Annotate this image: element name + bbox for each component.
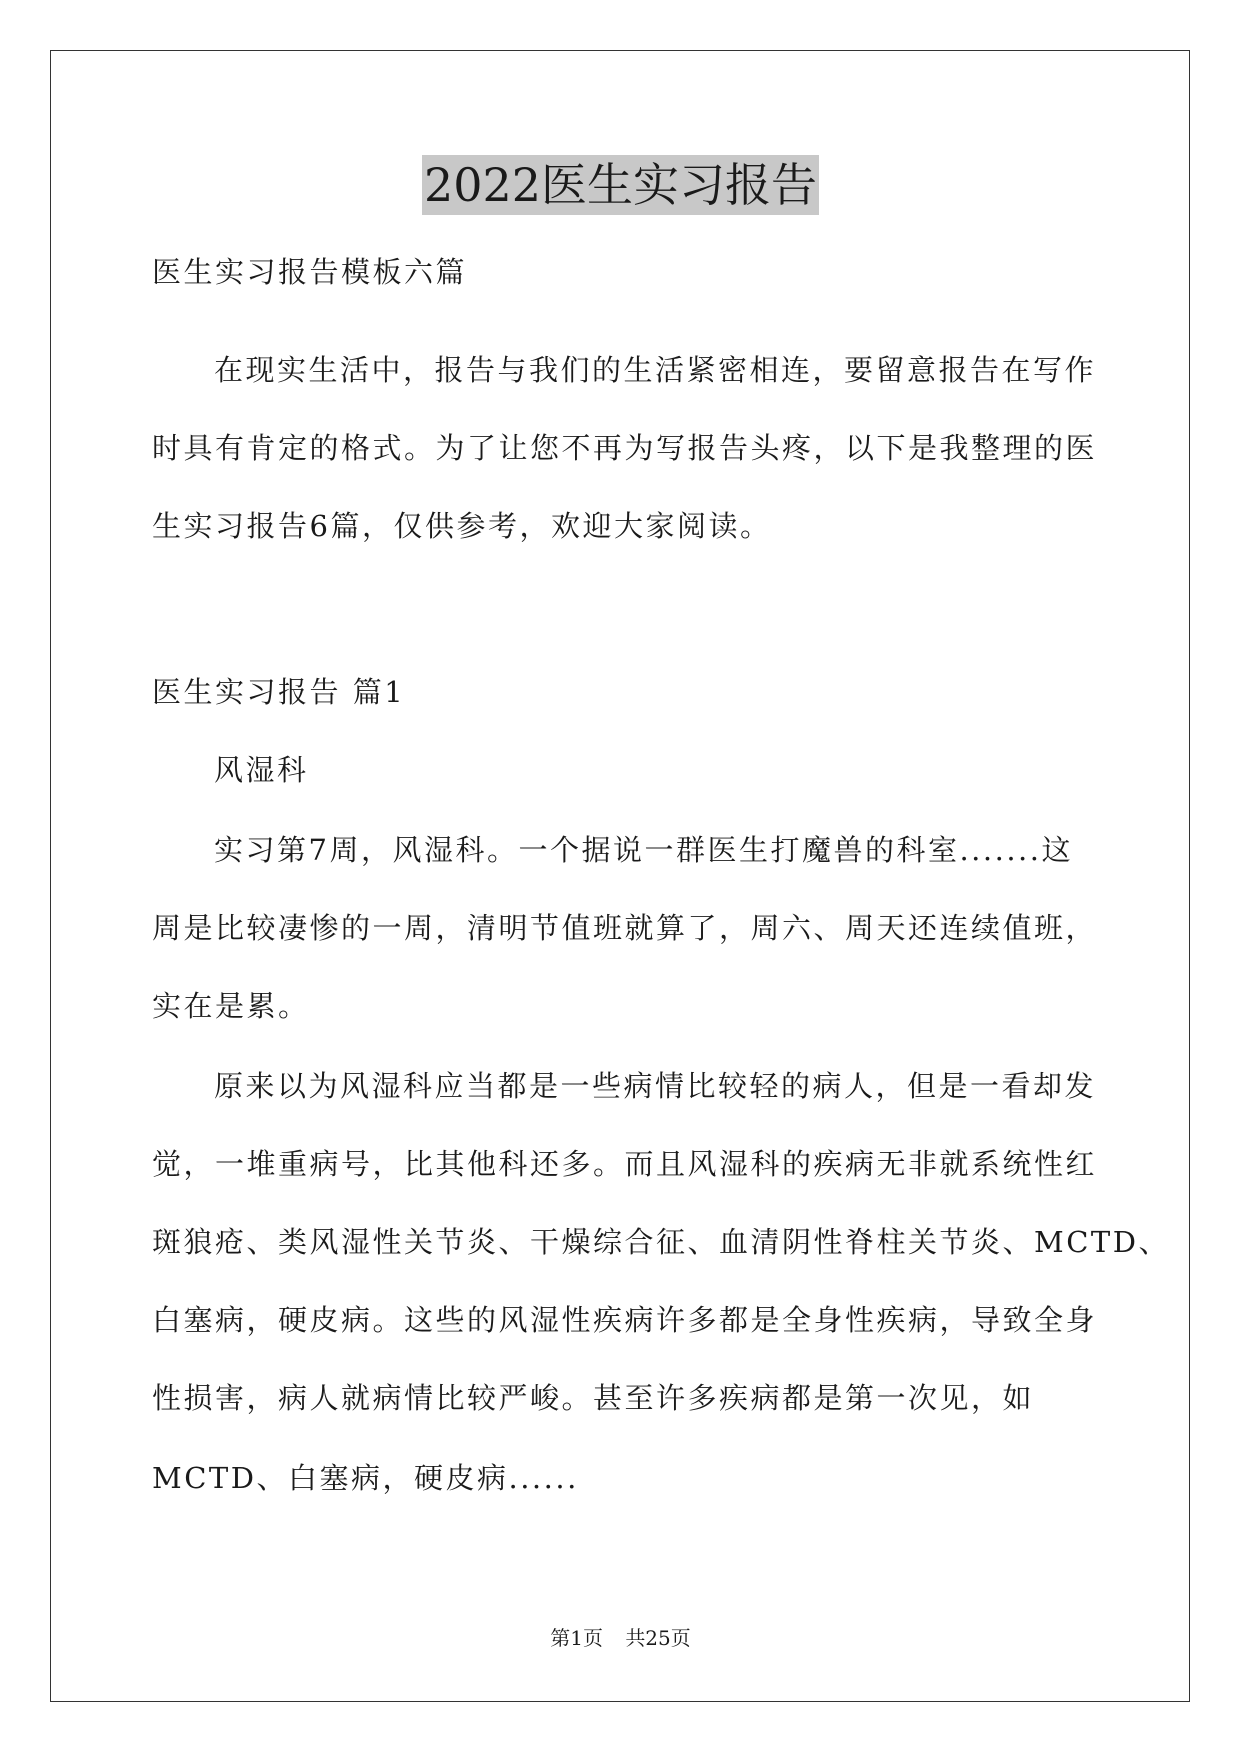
title-container — [0, 155, 1241, 215]
paragraph-line: 生实习报告6篇，仅供参考，欢迎大家阅读。 — [152, 509, 772, 543]
paragraph-line: 白塞病，硬皮病。这些的风湿性疾病许多都是全身性疾病，导致全身 — [152, 1303, 1098, 1337]
paragraph-line: 实习第7周，风湿科。一个据说一群医生打魔兽的科室.......这 — [214, 833, 1073, 867]
paragraph-line: MCTD、白塞病，硬皮病...... — [152, 1461, 579, 1495]
paragraph-line: 在现实生活中，报告与我们的生活紧密相连，要留意报告在写作 — [214, 353, 1097, 387]
page-total: 共25页 — [625, 1626, 691, 1650]
subtitle-line: 医生实习报告模板六篇 — [152, 255, 468, 289]
paragraph-line: 周是比较凄惨的一周，清明节值班就算了，周六、周天还连续值班， — [152, 911, 1098, 945]
paragraph-line: 时具有肯定的格式。为了让您不再为写报告头疼，以下是我整理的医 — [152, 431, 1098, 465]
paragraph-line: 性损害，病人就病情比较严峻。甚至许多疾病都是第一次见，如 — [152, 1381, 1035, 1415]
document-title: 2022医生实习报告 — [422, 155, 819, 215]
page-number: 第1页 — [550, 1626, 603, 1650]
page-footer — [0, 1625, 1241, 1651]
paragraph-line: 斑狼疮、类风湿性关节炎、干燥综合征、血清阴性脊柱关节炎、MCTD、 — [152, 1225, 1170, 1259]
paragraph-line: 觉，一堆重病号，比其他科还多。而且风湿科的疾病无非就系统性红 — [152, 1147, 1098, 1181]
page-border — [50, 50, 1190, 1702]
section-heading: 医生实习报告 篇1 — [152, 675, 406, 709]
paragraph-line: 原来以为风湿科应当都是一些病情比较轻的病人，但是一看却发 — [214, 1069, 1097, 1103]
paragraph-line: 实在是累。 — [152, 989, 310, 1023]
department-heading: 风湿科 — [214, 753, 309, 787]
